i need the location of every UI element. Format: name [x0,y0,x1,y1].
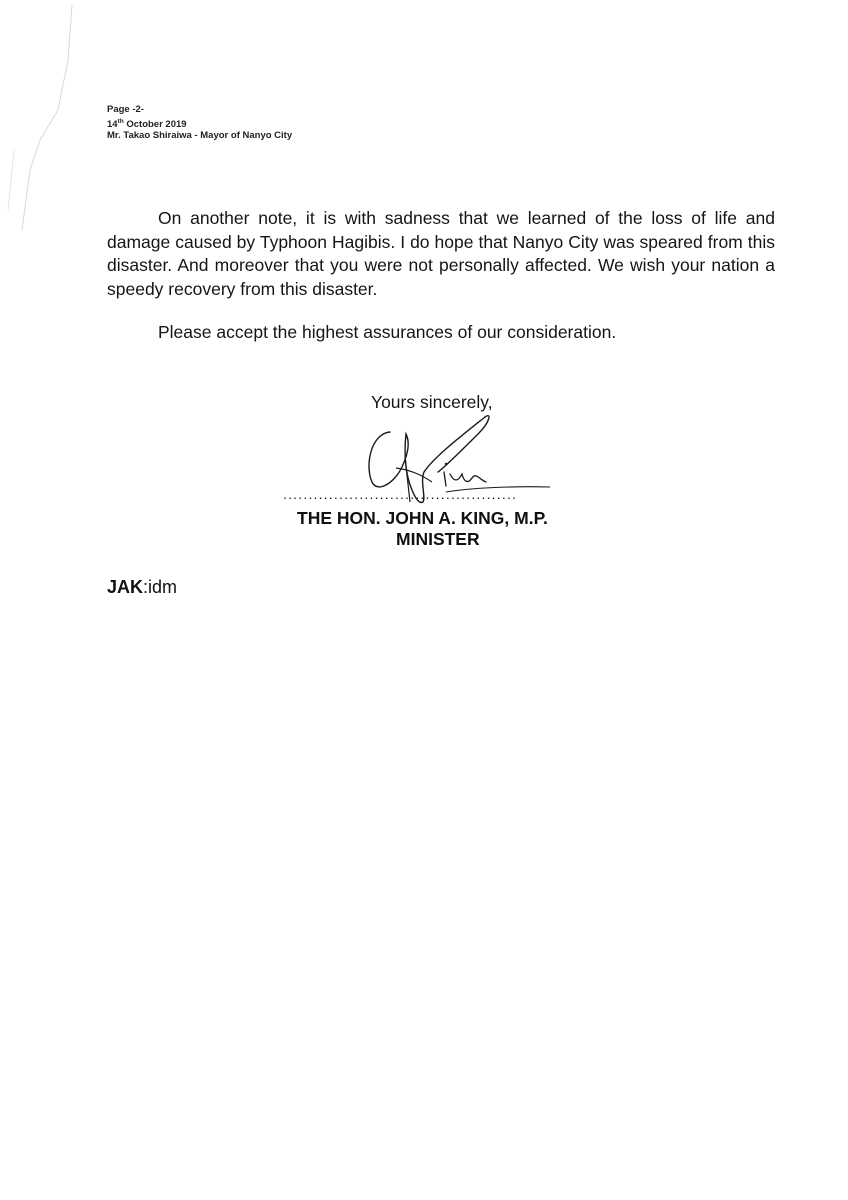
letter-header [107,104,292,142]
signature-line: .............................................. [283,486,518,502]
signatory-name: THE HON. JOHN A. KING, M.P. [297,508,548,528]
page-number: Page -2- [107,104,144,115]
paragraph-condolence: On another note, it is with sadness that we learned of the loss of life and damage caused by Typhoon Hagibis. I do hope that Nanyo City was speared from this disaster. And moreover that you were not personally affected. We wish your nation a speedy recovery from this disaster. [107,208,775,299]
closing-salutation: Yours sincerely, [371,392,493,412]
paragraph-assurance: Please accept the highest assurances of our consideration. [158,322,617,342]
reference-initials: JAK:idm [107,577,178,597]
scan-edge-artifact [0,0,80,260]
recipient-line: Mr. Takao Shiraiwa - Mayor of Nanyo City [107,130,293,142]
signatory-title: MINISTER [396,529,480,549]
letter-date: 14th October 2019 [107,117,187,130]
